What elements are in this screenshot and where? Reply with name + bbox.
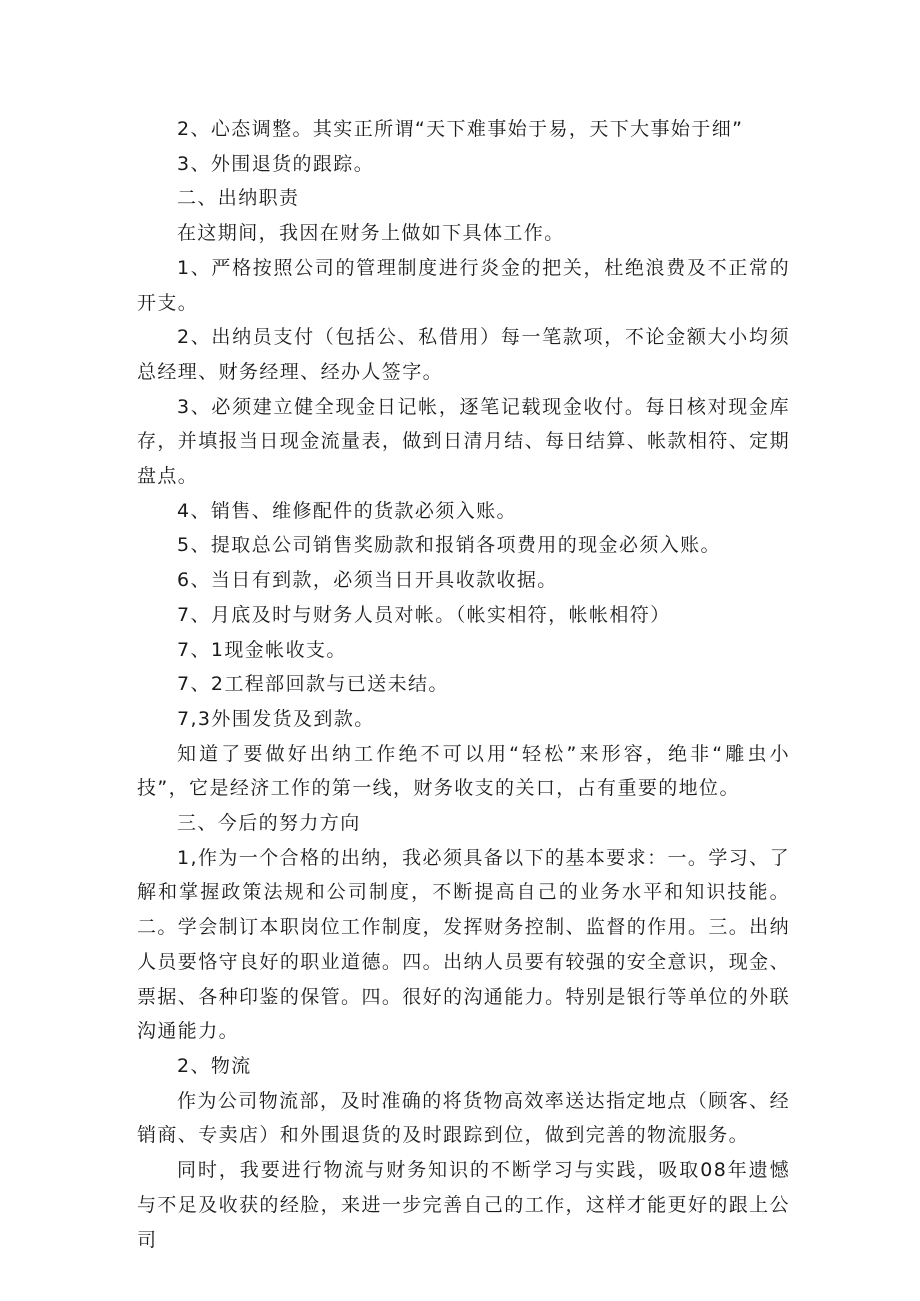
paragraph-duty-7-2: 7、2工程部回款与已送未结。 [177,673,449,696]
paragraph-logistics-role: 作为公司物流部，及时准确的将货物高效率送达指定地点（顾客、经销商、专卖店）和外围退货的及时跟踪到位，做到完善的物流服务。 [137,1089,790,1147]
section-heading-future-direction: 三、今后的努力方向 [177,812,361,835]
paragraph-returns-tracking: 3、外围退货的跟踪。 [177,152,375,175]
section-heading-cashier-duties: 二、出纳职责 [177,187,300,210]
paragraph-learning-practice: 同时，我要进行物流与财务知识的不断学习与实践，吸取08年遗憾与不足及收获的经脸，来进一步完善自己的工作，这样才能更好的跟上公司 [137,1159,790,1251]
paragraph-qualified-cashier: 1,作为一个合格的出纳，我必须具备以下的基本要求：一。学习、了解和掌握政策法规和公司制度，不断提高自己的业务水平和知识技能。二。学会制订本职岗位工作制度，发挥财务控制、监督的作用。三。出纳人员要恪守良好的职业道德。四。出纳人员要有较强的安全意识，现金、票据、各种印鉴的保管。四。很好的沟通能力。特别是银行等单位的外联沟通能力。 [137,846,790,1043]
paragraph-duty-1: 1、严格按照公司的管理制度进行炎金的把关，杜绝浪费及不正常的开支。 [137,256,790,314]
paragraph-duty-4: 4、销售、维修配件的货款必须入账。 [177,499,517,522]
paragraph-mindset: 2、心态调整。其实正所谓“天下难事始于易，天下大事始于细” [177,118,744,140]
paragraph-duty-7-1: 7、1现金帐收支。 [177,638,347,661]
paragraph-intro-work: 在这期间，我因在财务上做如下具体工作。 [177,222,565,245]
paragraph-cashier-importance: 知道了要做好出纳工作绝不可以用“轻松”来形容，绝非“雕虫小技”，它是经济工作的第一线，财务收支的关口，占有重要的地位。 [137,742,790,800]
paragraph-duty-7: 7、月底及时与财务人员对帐。（帐实相符，帐帐相符） [177,603,671,626]
paragraph-duty-5: 5、提取总公司销售奖励款和报销各项费用的现金必须入账。 [177,534,721,557]
paragraph-duty-7-3: 7,3外围发货及到款。 [177,707,375,730]
paragraph-duty-6: 6、当日有到款，必须当日开具收款收据。 [177,569,558,592]
subheading-logistics: 2、物流 [177,1054,252,1077]
paragraph-duty-3: 3、必须建立健全现金日记帐，逐笔记载现金收付。每日核对现金库存，并填报当日现金流量表，做到日清月结、每日结算、帐款相符、定期盘点。 [137,395,790,488]
paragraph-duty-2: 2、出纳员支付（包括公、私借用）每一笔款项，不论金额大小均须总经理、财务经理、经办人签字。 [137,326,790,383]
